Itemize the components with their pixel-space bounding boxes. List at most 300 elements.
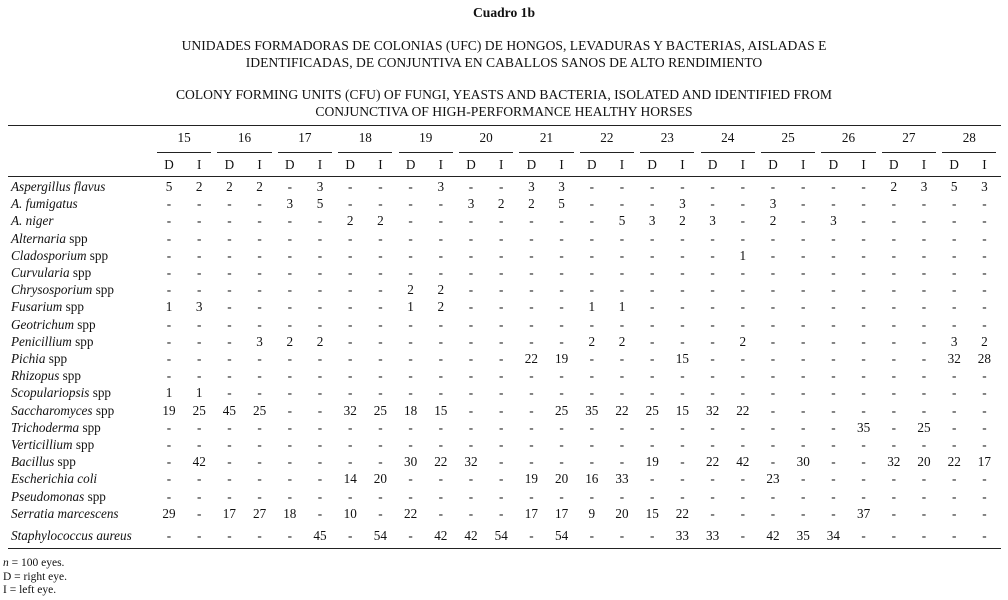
table-cell: - (861, 265, 866, 280)
table-cell: 17 (222, 505, 236, 521)
table-cell: - (166, 454, 172, 470)
table-cell: - (227, 282, 232, 298)
table-cell: - (831, 282, 836, 298)
table-cell: 25 (192, 402, 206, 418)
table-cell: - (257, 196, 262, 212)
table-cell: - (740, 351, 745, 366)
table-cell: - (438, 385, 443, 401)
species-name: Escherichia coli (11, 471, 98, 487)
table-cell: - (287, 247, 292, 263)
species-name: A. fumigatus (11, 196, 78, 212)
table-cell: - (740, 213, 745, 229)
table-cell: 9 (588, 505, 596, 521)
table-cell: - (891, 282, 896, 298)
table-cell: - (529, 316, 534, 332)
table-cell: - (468, 385, 474, 401)
table-cell: - (831, 454, 836, 470)
table-cell: - (317, 505, 323, 521)
table-cell: - (921, 368, 927, 384)
table-cell: - (649, 299, 655, 315)
table-cell: - (559, 488, 564, 504)
table-cell: - (166, 351, 172, 366)
table-cell: - (891, 505, 896, 521)
table-cell: - (438, 213, 443, 229)
table-cell: - (317, 437, 323, 452)
species-name: Bacillus (11, 454, 55, 470)
table-cell: - (227, 488, 232, 504)
table-cell: - (257, 488, 262, 504)
table-cell: 3 (467, 196, 475, 212)
table-cell: 2 (769, 213, 777, 229)
species-label (11, 248, 108, 264)
table-cell: - (317, 213, 323, 229)
table-cell: - (408, 247, 413, 263)
table-cell: - (347, 419, 353, 435)
table-cell: - (378, 299, 383, 315)
table-cell: - (951, 247, 957, 263)
table-cell: - (770, 265, 776, 280)
table-cell: 33 (675, 528, 689, 543)
table-cell: 2 (679, 213, 686, 229)
table-cell: - (498, 213, 504, 229)
table-cell: - (891, 299, 896, 315)
table-cell: - (589, 247, 594, 263)
table-cell: - (951, 505, 957, 521)
table-cell: 2 (195, 179, 203, 194)
table-cell: - (498, 316, 504, 332)
table-cell: 3 (950, 333, 958, 349)
table-cell: - (740, 471, 745, 487)
eye-header: D (707, 157, 718, 172)
species-suffix: spp (65, 230, 88, 246)
table-cell: - (770, 402, 776, 418)
table-cell: - (468, 316, 474, 332)
table-cell: - (347, 247, 353, 263)
species-name: Staphylococcus aureus (11, 528, 132, 543)
note-text: I = left eye. (3, 584, 57, 596)
eye-header: D (889, 157, 899, 172)
table-cell: - (589, 368, 594, 384)
table-cell: - (317, 419, 323, 435)
table-cell: 20 (555, 471, 569, 487)
day-subheader-rule (459, 152, 513, 153)
table-cell: - (257, 282, 262, 298)
table-cell: - (740, 179, 745, 194)
table-cell: 22 (736, 402, 750, 418)
table-cell: - (347, 230, 353, 246)
table-cell: 1 (739, 247, 747, 263)
table-cell: - (227, 247, 232, 263)
species-suffix: spp (59, 368, 81, 384)
table-cell: - (680, 299, 685, 315)
table-cell: - (529, 528, 534, 543)
table-cell: - (800, 368, 806, 384)
table-cell: - (921, 316, 927, 332)
table-cell: 2 (981, 333, 988, 349)
table-cell: - (347, 265, 353, 280)
table-cell: - (740, 528, 745, 543)
table-cell: - (408, 179, 413, 194)
table-cell: 22 (706, 454, 720, 470)
table-cell: - (529, 299, 534, 315)
table-cell: - (559, 368, 564, 384)
table-cell: - (257, 265, 262, 280)
table-cell: - (921, 213, 927, 229)
table-cell: 33 (706, 528, 720, 543)
species-label (11, 351, 67, 367)
table-cell: - (982, 402, 987, 418)
table-cell: - (921, 282, 927, 298)
table-cell: - (378, 368, 383, 384)
table-cell: - (831, 368, 836, 384)
table-cell: - (166, 528, 172, 543)
table-cell: - (468, 213, 474, 229)
species-label (11, 420, 101, 436)
table-cell: - (378, 247, 383, 263)
table-cell: 54 (494, 528, 508, 543)
table-cell: 32 (947, 351, 961, 366)
table-cell: - (468, 368, 474, 384)
table-cell: - (227, 368, 232, 384)
table-cell: - (619, 528, 625, 543)
table-cell: - (559, 316, 564, 332)
table-cell: 3 (648, 213, 656, 229)
table-cell: 28 (977, 351, 991, 366)
table-cell: - (257, 419, 262, 435)
eye-header: I (498, 157, 504, 172)
table-cell: 45 (222, 402, 236, 418)
table-cell: - (227, 299, 232, 315)
table-cell: 15 (675, 351, 689, 366)
table-cell: 5 (165, 179, 173, 194)
table-cell: - (227, 316, 232, 332)
table-cell: 2 (437, 299, 445, 315)
table-cell: - (196, 213, 202, 229)
table-cell: - (498, 282, 504, 298)
table-cell: - (498, 333, 504, 349)
table-cell: - (770, 505, 776, 521)
table-cell: 42 (736, 454, 750, 470)
table-cell: - (951, 419, 957, 435)
table-cell: - (378, 454, 383, 470)
table-cell: - (649, 316, 655, 332)
day-header: 28 (962, 130, 976, 145)
eye-header: D (647, 157, 657, 172)
table-cell: - (529, 437, 534, 452)
day-subheader-rule (519, 152, 573, 153)
table-cell: - (529, 265, 534, 280)
species-suffix: spp (54, 454, 76, 470)
table-cell: 20 (615, 505, 629, 521)
table-cell: - (982, 385, 987, 401)
table-cell: - (257, 230, 262, 246)
table-cell: - (891, 385, 896, 401)
table-cell: 2 (618, 333, 626, 349)
table-cell: - (378, 419, 383, 435)
table-cell: - (770, 368, 776, 384)
table-cell: - (649, 333, 655, 349)
table-cell: - (529, 247, 534, 263)
species-label (11, 454, 76, 470)
table-cell: - (921, 471, 927, 487)
table-cell: - (498, 368, 504, 384)
eye-header: I (861, 157, 866, 172)
table-cell: - (680, 179, 685, 194)
table-cell: - (438, 196, 443, 212)
table-cell: - (831, 488, 836, 504)
table-cell: - (347, 385, 353, 401)
table-cell: 3 (195, 299, 203, 315)
day-subheader-rule (761, 152, 815, 153)
table-cell: - (680, 488, 685, 504)
table-cell: - (800, 437, 806, 452)
table-cell: - (317, 368, 323, 384)
table-cell: - (287, 316, 292, 332)
table-cell: - (347, 179, 353, 194)
table-cell: - (468, 471, 474, 487)
table-cell: - (196, 230, 202, 246)
table-cell: - (649, 247, 655, 263)
species-label (11, 179, 105, 195)
table-cell: 25 (645, 402, 659, 418)
species-name: Aspergillus flavus (11, 179, 106, 194)
table-cell: - (408, 471, 413, 487)
table-cell: - (831, 437, 836, 452)
table-cell: - (166, 368, 172, 384)
table-cell: - (468, 179, 474, 194)
table-cell: - (921, 230, 927, 246)
table-cell: - (680, 230, 685, 246)
table-cell: - (559, 265, 564, 280)
table-cell: 1 (165, 299, 173, 315)
table-cell: - (378, 505, 383, 521)
table-cell: - (468, 402, 474, 418)
table-cell: - (649, 385, 655, 401)
species-suffix: spp (92, 282, 114, 298)
table-cell: - (649, 282, 655, 298)
table-cell: - (196, 505, 202, 521)
table-cell: - (468, 282, 474, 298)
table-cell: - (378, 196, 383, 212)
table-cell: - (529, 213, 534, 229)
table-cell: - (287, 471, 292, 487)
table-cell: - (891, 351, 896, 366)
table-cell: - (710, 230, 715, 246)
table-cell: - (770, 333, 776, 349)
table-cell: - (257, 437, 262, 452)
table-cell: 54 (555, 528, 569, 543)
table-cell: - (468, 419, 474, 435)
table-cell: 30 (404, 454, 418, 470)
table-cell: - (921, 505, 927, 521)
day-subheader-rule (338, 152, 392, 153)
table-cell: 15 (434, 402, 448, 418)
table-cell: - (831, 471, 836, 487)
table-cell: - (740, 385, 745, 401)
table-cell: 17 (555, 505, 569, 521)
table-cell: - (287, 179, 292, 194)
table-cell: - (740, 230, 745, 246)
table-cell: - (468, 230, 474, 246)
table-cell: - (680, 333, 685, 349)
table-cell: 3 (256, 333, 263, 349)
table-cell: - (921, 385, 927, 401)
table-cell: - (800, 265, 806, 280)
table-cell: - (770, 316, 776, 332)
table-cell: 17 (977, 454, 991, 470)
table-cell: - (951, 368, 957, 384)
table-cell: - (287, 528, 292, 543)
table-cell: - (891, 437, 896, 452)
table-cell: - (408, 316, 413, 332)
species-name: Verticillium (11, 437, 73, 452)
table-cell: - (166, 471, 172, 487)
table-cell: - (891, 196, 896, 212)
table-cell: 2 (316, 333, 324, 349)
table-cell: - (317, 299, 323, 315)
table-cell: - (196, 471, 202, 487)
table-cell: - (710, 385, 715, 401)
table-cell: - (800, 351, 806, 366)
note-left-eye (3, 584, 56, 597)
table-cell: 3 (769, 196, 777, 212)
title-english-line: CONJUNCTIVA OF HIGH-PERFORMANCE HEALTHY HORSES (315, 104, 693, 119)
table-cell: - (438, 368, 443, 384)
table-cell: 1 (195, 385, 203, 401)
table-cell: - (559, 282, 564, 298)
table-cell: - (257, 471, 262, 487)
table-cell: - (619, 385, 625, 401)
table-cell: - (317, 265, 323, 280)
eye-header: D (768, 157, 778, 172)
table-cell: - (166, 419, 172, 435)
table-cell: - (438, 247, 443, 263)
table-cell: - (408, 488, 413, 504)
table-cell: - (921, 488, 927, 504)
table-cell: - (408, 333, 413, 349)
table-cell: - (498, 179, 504, 194)
species-label (11, 489, 106, 505)
table-cell: - (559, 213, 564, 229)
title-spanish-line: IDENTIFICADAS, DE CONJUNTIVA EN CABALLOS SANOS DE ALTO RENDIMIENTO (245, 55, 763, 70)
table-cell: - (649, 351, 655, 366)
species-name: Scopulariopsis (11, 385, 90, 401)
table-cell: - (649, 368, 655, 384)
table-cell: 3 (920, 179, 928, 194)
table-cell: - (861, 230, 866, 246)
table-cell: - (166, 230, 172, 246)
species-name: Alternaria (11, 230, 66, 246)
table-cell: - (559, 230, 564, 246)
table-cell: - (196, 196, 202, 212)
table-cell: - (498, 351, 504, 366)
table-cell: - (800, 402, 806, 418)
table-cell: - (287, 402, 292, 418)
table-cell: - (347, 351, 353, 366)
table-cell: - (257, 213, 262, 229)
table-cell: 2 (226, 179, 233, 194)
table-cell: - (861, 196, 866, 212)
table-cell: - (800, 213, 806, 229)
table-cell: - (196, 247, 202, 263)
table-cell: - (498, 471, 504, 487)
species-label (11, 265, 91, 281)
table-cell: 2 (346, 213, 354, 229)
table-cell: - (831, 385, 836, 401)
table-cell: - (982, 282, 987, 298)
table-cell: 3 (528, 179, 535, 194)
table-cell: - (921, 196, 927, 212)
table-cell: - (619, 247, 625, 263)
species-name: Curvularia (11, 265, 70, 280)
table-cell: - (166, 213, 172, 229)
table-cell: - (347, 368, 353, 384)
table-cell: - (408, 385, 413, 401)
table-cell: - (770, 351, 776, 366)
table-cell: - (891, 265, 896, 280)
table-cell: - (589, 282, 594, 298)
table-cell: - (498, 230, 504, 246)
table-cell: - (861, 299, 866, 315)
table-cell: - (921, 437, 927, 452)
table-cell: 3 (286, 196, 294, 212)
table-cell: 54 (373, 528, 387, 543)
eye-header: I (982, 157, 987, 172)
table-cell: 3 (558, 179, 565, 194)
table-cell: - (166, 437, 172, 452)
table-cell: - (287, 265, 292, 280)
table-cell: - (589, 265, 594, 280)
table-cell: - (227, 528, 232, 543)
table-cell: 2 (528, 196, 535, 212)
table-cell: - (589, 454, 594, 470)
table-cell: 25 (917, 419, 931, 435)
table-cell: - (649, 471, 655, 487)
table-cell: 25 (253, 402, 267, 418)
table-cell: - (196, 351, 202, 366)
table-cell: - (619, 419, 625, 435)
table-cell: - (468, 333, 474, 349)
table-cell: - (861, 402, 866, 418)
table-cell: 15 (645, 505, 659, 521)
table-cell: - (770, 179, 776, 194)
eye-header: I (378, 157, 383, 172)
table-cell: - (861, 488, 866, 504)
table-cell: 45 (313, 528, 327, 543)
table-cell: - (921, 333, 927, 349)
table-cell: - (287, 351, 292, 366)
table-cell: 34 (826, 528, 840, 543)
table-cell: - (529, 402, 534, 418)
table-cell: - (619, 230, 625, 246)
eye-header: I (317, 157, 323, 172)
eye-header: D (345, 157, 355, 172)
day-header: 20 (479, 130, 493, 145)
table-cell: - (891, 528, 896, 543)
eye-header: D (587, 157, 597, 172)
species-label (11, 196, 78, 212)
table-cell: - (468, 265, 474, 280)
table-cell: - (498, 385, 504, 401)
table-cell: 3 (316, 179, 324, 194)
table-cell: - (227, 265, 232, 280)
table-cell: 1 (165, 385, 173, 401)
table-cell: - (166, 333, 172, 349)
table-cell: 29 (162, 505, 176, 521)
table-cell: - (438, 333, 443, 349)
table-cell: - (740, 196, 745, 212)
table-cell: - (196, 368, 202, 384)
